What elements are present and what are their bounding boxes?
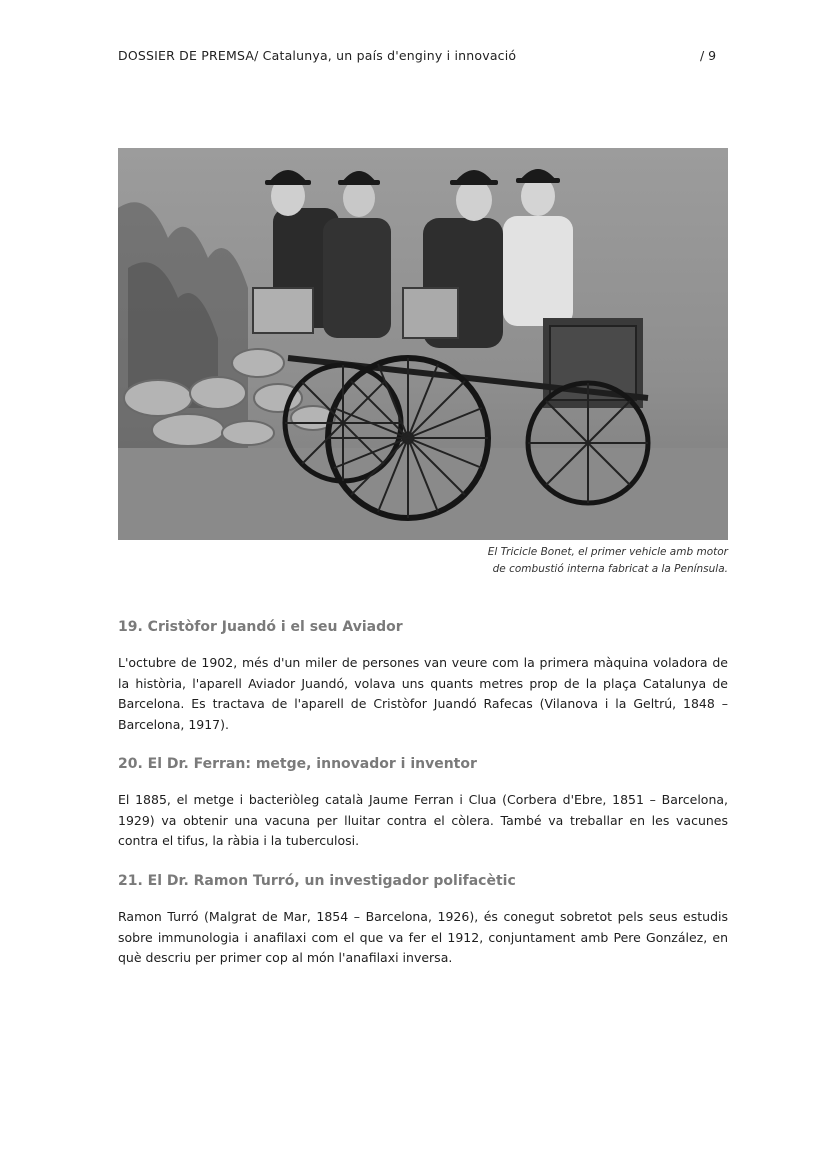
section-body-19: L'octubre de 1902, més d'un miler de persones van veure com la primera màquina voladora de la història, l'aparell Aviador Juandó, volava uns quants metres prop de la plaça Catalunya de Barcelona. Es tractava de l'aparell de Cristòfor Juandó Rafecas (Vilanova i la Geltrú, 1848 – Barcelona, 1917).	[118, 655, 728, 732]
tricycle-photo	[118, 148, 728, 540]
document-header-title: DOSSIER DE PREMSA/ Catalunya, un país d'enginy i innovació	[118, 48, 517, 63]
caption-line: El Tricicle Bonet, el primer vehicle amb motor	[487, 546, 728, 558]
photo-caption	[420, 544, 728, 578]
section-heading-19: 19. Cristòfor Juandó i el seu Aviador	[118, 619, 403, 635]
section-heading-21: 21. El Dr. Ramon Turró, un investigador polifacètic	[118, 873, 516, 889]
section-body-20: El 1885, el metge i bacteriòleg català Jaume Ferran i Clua (Corbera d'Ebre, 1851 – Barcelona, 1929) va obtenir una vacuna per lluitar contra el còlera. També va treballar en les vacunes contra el tifus, la ràbia i la tuberculosi.	[118, 792, 728, 848]
section-heading-20: 20. El Dr. Ferran: metge, innovador i inventor	[118, 756, 477, 772]
page-number: / 9	[700, 48, 717, 63]
caption-line: de combustió interna fabricat a la Península.	[492, 563, 728, 575]
section-body-21: Ramon Turró (Malgrat de Mar, 1854 – Barcelona, 1926), és conegut sobretot pels seus estudis sobre immunologia i anafilaxi com el que va fer el 1912, conjuntament amb Pere González, en què descriu per primer cop al món l'anafilaxi inversa.	[118, 909, 728, 965]
